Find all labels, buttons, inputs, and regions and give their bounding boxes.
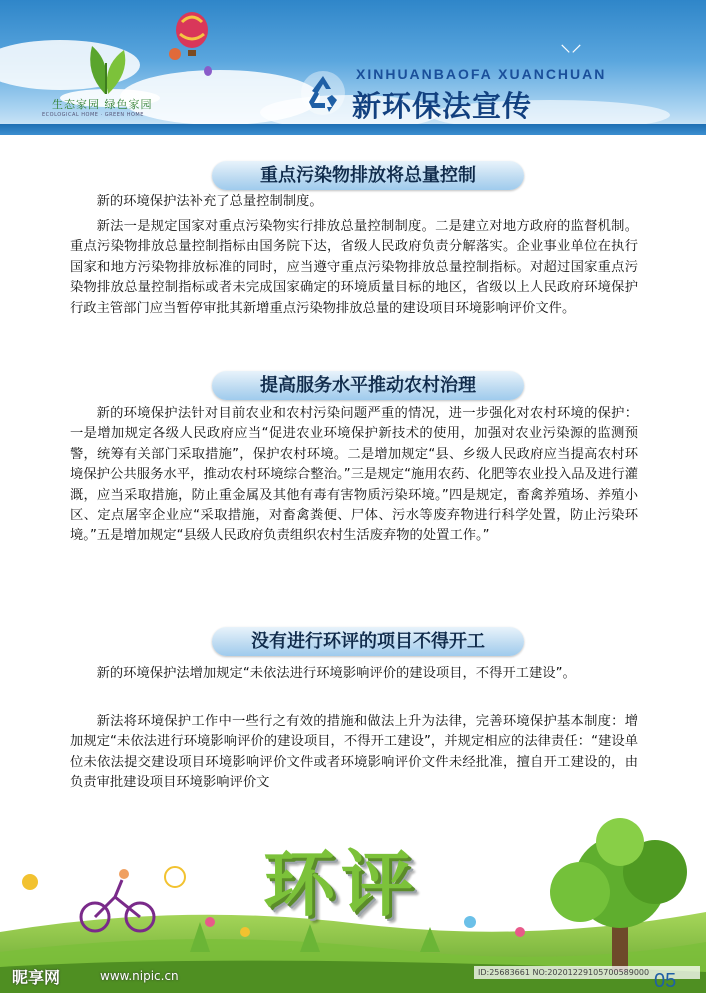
paragraph: 新法将环境保护工作中一些行之有效的措施和做法上升为法律，完善环境保护基本制度：增加规定“未依法进行环境影响评价的建设项目，不得开工建设”，并规定相应的法律责任：“建设单位未依法提交建设项目环境影响评价文件或者环境影响评价文件未经批准，擅自开工建设的，由负责审批建设项目环境影响评价文 [70, 714, 638, 791]
section-title: 提高服务水平推动农村治理 [212, 371, 524, 400]
watermark-url: www.nipic.cn [100, 969, 179, 983]
brand-chinese-title: 新环保法宣传 [352, 89, 533, 123]
header-divider [0, 124, 706, 135]
paragraph: 新的环境保护法补充了总量控制制度。 [96, 194, 323, 209]
image-id-label: ID:25683661 NO:20201229105700589000 [474, 966, 700, 979]
recycle-icon [300, 70, 346, 116]
page-number: 05 [654, 970, 677, 992]
watermark-logo: 昵享网 [12, 968, 61, 987]
paragraph: 新的环境保护法增加规定“未依法进行环境影响评价的建设项目，不得开工建设”。 [96, 666, 576, 681]
bird-icon: ⸜⸝ [560, 32, 583, 57]
logo-subtext: ECOLOGICAL HOME · GREEN HOME [42, 112, 144, 118]
header-banner [0, 0, 706, 135]
section-title: 没有进行环评的项目不得开工 [212, 627, 524, 656]
section-title: 重点污染物排放将总量控制 [212, 161, 524, 190]
footer-big-title: 环评 [263, 842, 420, 926]
paragraph: 新的环境保护法针对目前农业和农村污染问题严重的情况，进一步强化对农村环境的保护：一是增加规定各级人民政府应当“促进农业环境保护新技术的使用，加强对农业污染源的监测预警，统筹有关部门采取措施”，保护农村环境。二是增加规定“县、乡级人民政府应当提高农村环境保护公共服务水平，推动农村环境综合整治。”三是规定“施用农药、化肥等农业投入品及进行灌溉，应当采取措施，防止重金属及其他有毒有害物质污染环境。”四是规定，畜禽养殖场、养殖小区、定点屠宰企业应“采取措施，对畜禽粪便、尸体、污水等废弃物进行科学处置，防止污染环境。”五是增加规定“县级人民政府负责组织农村生活废弃物的处置工作。” [70, 406, 638, 544]
small-balloon-icon [203, 66, 213, 78]
brand-english-title: XINHUANBAOFA XUANCHUAN [356, 66, 607, 82]
paragraph: 新法一是规定国家对重点污染物实行排放总量控制制度。二是建立对地方政府的监督机制。重点污染物排放总量控制指标由国务院下达，省级人民政府负责分解落实。企业事业单位在执行国家和地方污染物排放标准的同时，应当遵守重点污染物排放总量控制指标。对超过国家重点污染物排放总量控制指标或者未完成国家确定的环境质量目标的地区，省级以上人民政府环境保护行政主管部门应当暂停审批其新增重点污染物排放总量的建设项目环境影响评价文件。 [70, 219, 638, 316]
logo-text: 生态家园 绿色家园 [52, 98, 153, 111]
